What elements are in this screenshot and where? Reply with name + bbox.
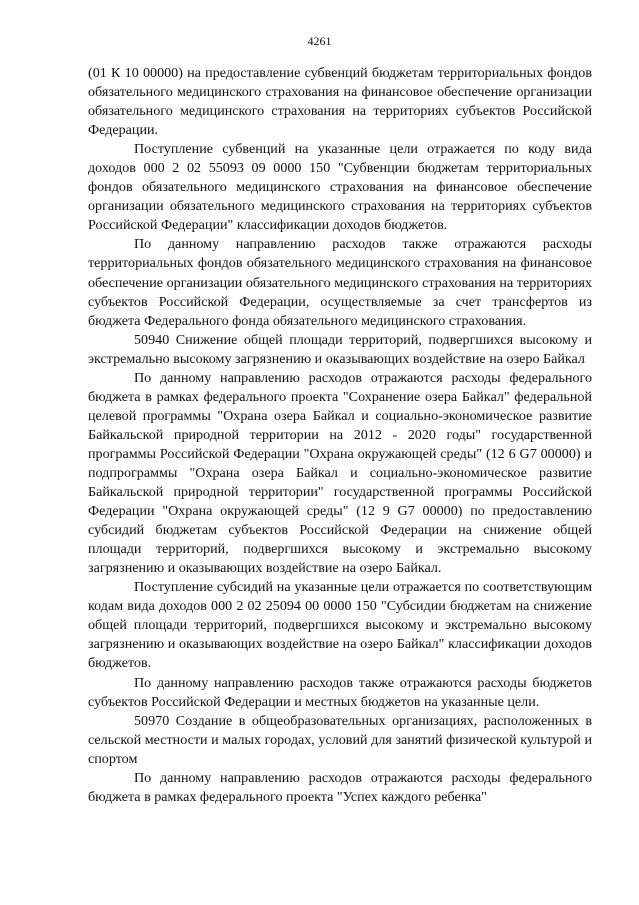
- section-heading-50940: 50940 Снижение общей площади территорий, подвергшихся высокому и экстремально высокому загрязнению и оказывающих воздействие на озеро Байкал: [88, 331, 592, 367]
- paragraph-2: Поступление субвенций на указанные цели отражается по коду вида доходов 000 2 02 55093 09 0000 150 "Субвенции бюджетам территориальных фондов обязательного медицинского страхования на финансовое обеспечение организации обязательного медицинского страхования на территориях субъектов Российской Федерации" классификации доходов бюджетов.: [88, 141, 592, 234]
- section-heading-50970: 50970 Создание в общеобразовательных организациях, расположенных в сельской местности и малых городах, условий для занятий физической культурой и спортом: [88, 712, 592, 767]
- paragraph-5: По данному направлению расходов отражаются расходы федерального бюджета в рамках федерального проекта "Сохранение озера Байкал" федеральной целевой программы "Охрана озера Байкал и социально-экономическое развитие Байкальской природной территории на 2012 - 2020 годы" государственной программы Российской Федерации "Охрана окружающей среды" (12 6 G7 00000) и подпрограммы "Охрана озера Байкал и социально-экономическое развитие Байкальской природной территории" государственной программы Российской Федерации "Охрана окружающей среды" (12 9 G7 00000) по предоставлению субсидий бюджетам субъектов Российской Федерации на снижение общей площади территорий, подвергшихся высокому и экстремально высокому загрязнению и оказывающих воздействие на озеро Байкал.: [88, 369, 592, 577]
- page-number: 4261: [307, 34, 332, 48]
- document-body: [88, 64, 592, 807]
- paragraph-6: Поступление субсидий на указанные цели отражается по соответствующим кодам вида доходов 000 2 02 25094 00 0000 150 "Субсидии бюджетам на снижение общей площади территорий, подвергшихся высокому и экстремально высокому загрязнению и оказывающих воздействие на озеро Байкал" классификации доходов бюджетов.: [88, 579, 592, 672]
- paragraph-1: (01 К 10 00000) на предоставление субвенций бюджетам территориальных фондов обязательного медицинского страхования на финансовое обеспечение организации обязательного медицинского страхования на территориях субъектов Российской Федерации.: [88, 65, 592, 139]
- paragraph-9: По данному направлению расходов отражаются расходы федерального бюджета в рамках федерального проекта "Успех каждого ребенка": [88, 769, 592, 805]
- paragraph-7: По данному направлению расходов также отражаются расходы бюджетов субъектов Российской Федерации и местных бюджетов на указанные цели.: [88, 674, 592, 710]
- paragraph-3: По данному направлению расходов также отражаются расходы территориальных фондов обязательного медицинского страхования на финансовое обеспечение организации обязательного медицинского страхования на территориях субъектов Российской Федерации, осуществляемые за счет трансфертов из бюджета Федерального фонда обязательного медицинского страхования.: [88, 236, 592, 329]
